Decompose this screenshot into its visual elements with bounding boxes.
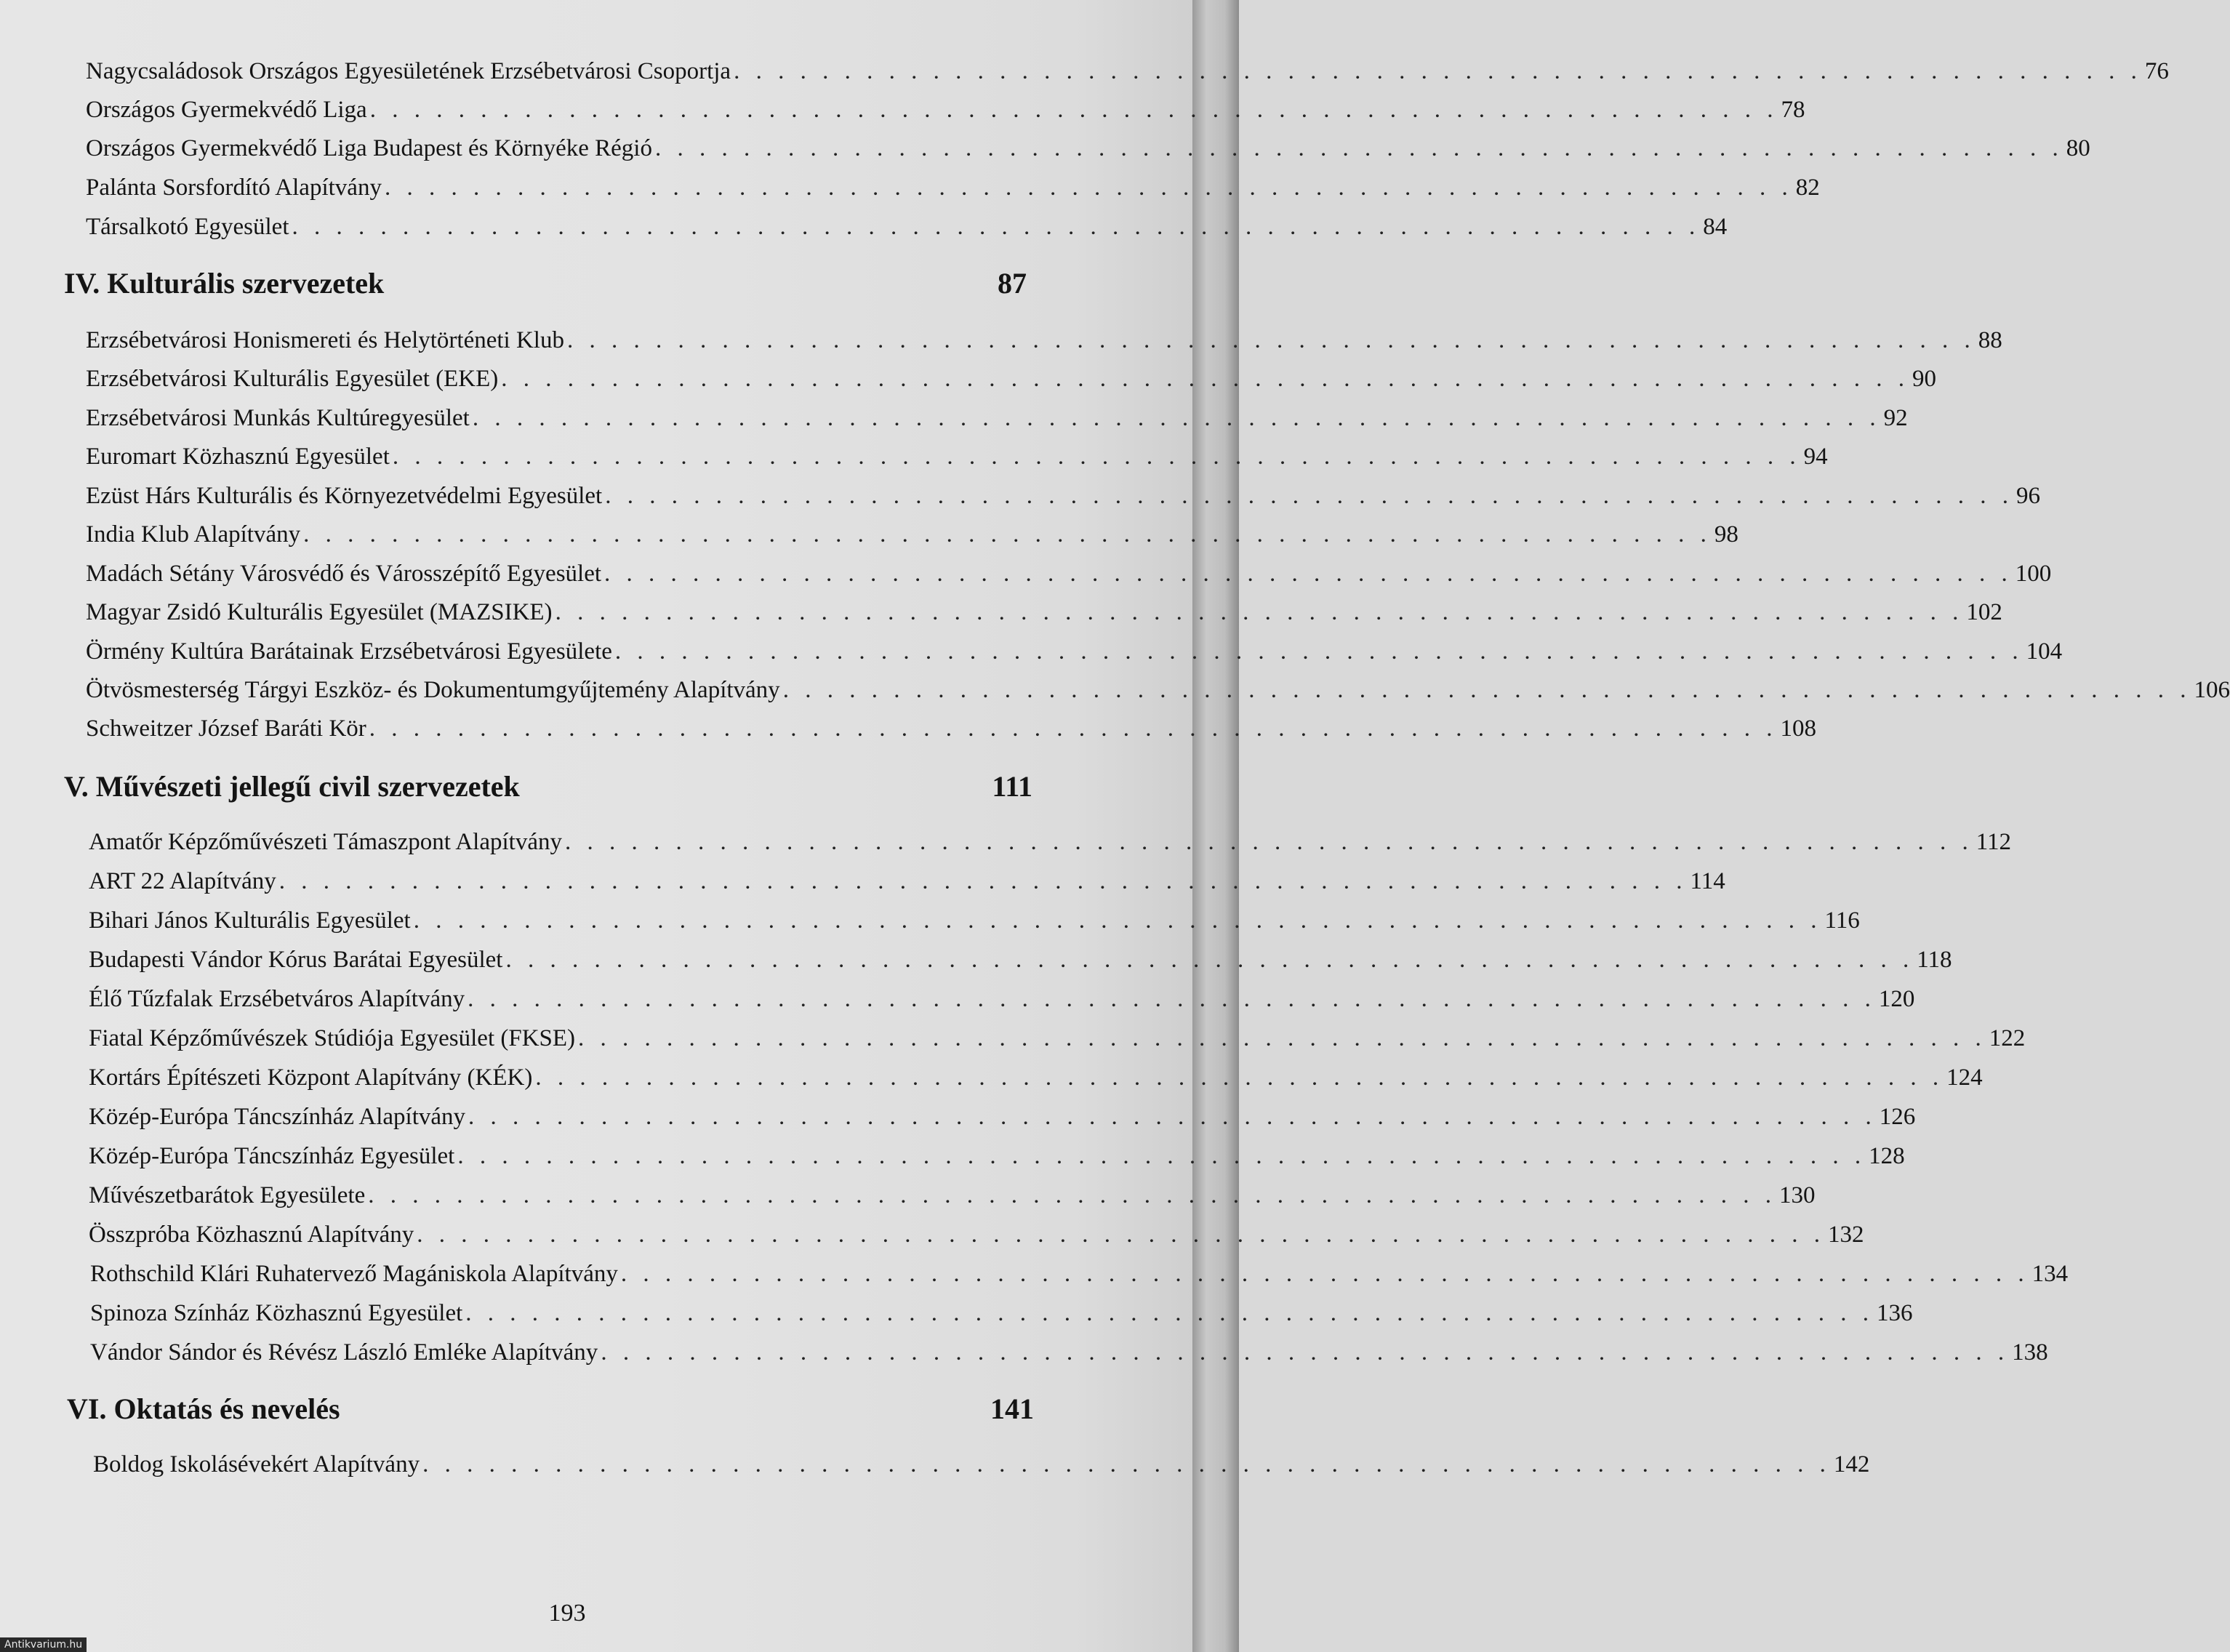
toc-entry [86, 638, 2063, 670]
toc-entry [86, 214, 1728, 246]
toc-entry-title: Erzsébetvárosi Honismereti és Helytörténeti Klub [86, 327, 564, 353]
toc-entry-title: Örmény Kultúra Barátainak Erzsébetvárosi Egyesülete [86, 638, 612, 665]
toc-entry [86, 97, 1805, 129]
dot-leader: . . . . . . . . . . . . . . . . . . . . . . . . . . . . . . . . . . . . . . . . . . . . . . . . . . . . . . . . . . . . . . . . [620, 1261, 2029, 1287]
toc-entry [86, 483, 2040, 515]
toc-entry-title: Amatőr Képzőművészeti Támaszpont Alapítvány [89, 829, 562, 855]
toc-entry-page: 92 [1883, 405, 1908, 431]
toc-entry-title: Ezüst Hárs Kulturális és Környezetvédelmi Egyesület [86, 483, 603, 509]
dot-leader: . . . . . . . . . . . . . . . . . . . . . . . . . . . . . . . . . . . . . . . . . . . . . . . . . . . . . . . . . . . . . . . . [614, 638, 2024, 665]
toc-entry-title: Közép-Európa Táncszínház Egyesület [89, 1143, 455, 1169]
dot-leader: . . . . . . . . . . . . . . . . . . . . . . . . . . . . . . . . . . . . . . . . . . . . . . . . . . . . . . . . . . . . . . . . [654, 135, 2063, 161]
section-page: 111 [992, 770, 1032, 803]
toc-entry [86, 135, 2090, 167]
toc-entry-title: Ötvösmesterség Tárgyi Eszköz- és Dokumentumgyűjtemény Alapítvány [86, 677, 780, 703]
toc-entry-page: 118 [1917, 947, 1952, 973]
dot-leader: . . . . . . . . . . . . . . . . . . . . . . . . . . . . . . . . . . . . . . . . . . . . . . . . . . . . . . . . . . . . . . . . [782, 677, 2191, 703]
dot-leader: . . . . . . . . . . . . . . . . . . . . . . . . . . . . . . . . . . . . . . . . . . . . . . . . . . . . . . . . . . . . . . . . [734, 58, 2142, 84]
toc-entry-title: Erzsébetvárosi Kulturális Egyesület (EKE) [86, 366, 499, 392]
toc-entry [89, 1025, 2026, 1057]
dot-leader: . . . . . . . . . . . . . . . . . . . . . . . . . . . . . . . . . . . . . . . . . . . . . . . . . . . . . . . . . . . . . . . . [392, 444, 1801, 470]
toc-entry-title: Fiatal Képzőművészek Stúdiója Egyesület (FKSE) [89, 1025, 576, 1051]
toc-entry-title: Élő Tűzfalak Erzsébetváros Alapítvány [89, 986, 465, 1012]
dot-leader: . . . . . . . . . . . . . . . . . . . . . . . . . . . . . . . . . . . . . . . . . . . . . . . . . . . . . . . . . . . . . . . . [564, 829, 1973, 855]
toc-entry-page: 128 [1869, 1143, 1905, 1169]
toc-entry-title: Madách Sétány Városvédő és Városszépítő Egyesület [86, 561, 602, 587]
toc-entry-title: Spinoza Színház Közhasznú Egyesület [90, 1300, 463, 1326]
section-title: IV. Kulturális szervezetek [64, 267, 385, 300]
toc-entry [89, 1064, 1983, 1096]
dot-leader: . . . . . . . . . . . . . . . . . . . . . . . . . . . . . . . . . . . . . . . . . . . . . . . . . . . . . . . . . . . . . . . . [605, 483, 2013, 509]
toc-entry [86, 405, 1908, 437]
dot-leader: . . . . . . . . . . . . . . . . . . . . . . . . . . . . . . . . . . . . . . . . . . . . . . . . . . . . . . . . . . . . . . . . [413, 907, 1822, 934]
toc-entry [86, 175, 1820, 206]
toc-entry-page: 132 [1827, 1222, 1864, 1248]
toc-entry-page: 90 [1912, 366, 1936, 392]
toc-entry-title: Erzsébetvárosi Munkás Kultúregyesület [86, 405, 470, 431]
toc-entry-page: 120 [1878, 986, 1915, 1012]
toc-entry-title: Társalkotó Egyesület [86, 214, 289, 240]
toc-entry-page: 102 [1966, 599, 2002, 625]
toc-entry [86, 599, 2002, 631]
toc-entry [86, 521, 1738, 553]
dot-leader: . . . . . . . . . . . . . . . . . . . . . . . . . . . . . . . . . . . . . . . . . . . . . . . . . . . . . . . . . . . . . . . . [368, 1182, 1777, 1208]
toc-entry-page: 138 [2012, 1339, 2048, 1366]
toc-entry [89, 986, 1915, 1018]
toc-entry-title: Boldog Iskolásévekért Alapítvány [93, 1451, 420, 1477]
toc-entry [89, 868, 1725, 900]
toc-entry-title: Schweitzer József Baráti Kör [86, 715, 366, 742]
toc-entry-title: Vándor Sándor és Révész László Emléke Alapítvány [90, 1339, 598, 1366]
toc-entry-page: 126 [1879, 1104, 1916, 1130]
toc-entry [89, 829, 2011, 861]
toc-entry [89, 1104, 1916, 1136]
dot-leader: . . . . . . . . . . . . . . . . . . . . . . . . . . . . . . . . . . . . . . . . . . . . . . . . . . . . . . . . . . . . . . . . [601, 1339, 2010, 1366]
dot-leader: . . . . . . . . . . . . . . . . . . . . . . . . . . . . . . . . . . . . . . . . . . . . . . . . . . . . . . . . . . . . . . . . [292, 214, 1701, 240]
page-number: 193 [548, 1600, 586, 1627]
watermark: Antikvarium.hu [0, 1637, 87, 1652]
dot-leader: . . . . . . . . . . . . . . . . . . . . . . . . . . . . . . . . . . . . . . . . . . . . . . . . . . . . . . . . . . . . . . . . [578, 1025, 1986, 1051]
toc-entry-page: 104 [2026, 638, 2063, 665]
toc-entry-title: Budapesti Vándor Kórus Barátai Egyesület [89, 947, 503, 973]
toc-entry-page: 112 [1976, 829, 2011, 855]
toc-entry [90, 1339, 2048, 1371]
toc-entry-page: 122 [1989, 1025, 2026, 1051]
toc-entry-page: 94 [1803, 444, 1828, 470]
toc-entry-page: 108 [1780, 715, 1817, 742]
toc-entry-title: Euromart Közhasznú Egyesület [86, 444, 390, 470]
toc-entry [86, 715, 1817, 747]
toc-entry [89, 1182, 1816, 1214]
toc-entry-page: 142 [1833, 1451, 1870, 1477]
dot-leader: . . . . . . . . . . . . . . . . . . . . . . . . . . . . . . . . . . . . . . . . . . . . . . . . . . . . . . . . . . . . . . . . [278, 868, 1688, 894]
dot-leader: . . . . . . . . . . . . . . . . . . . . . . . . . . . . . . . . . . . . . . . . . . . . . . . . . . . . . . . . . . . . . . . . [468, 1104, 1877, 1130]
toc-entry-page: 82 [1795, 175, 1820, 201]
toc-entry [86, 677, 2230, 709]
section-heading [64, 769, 1032, 807]
toc-entry-page: 80 [2066, 135, 2090, 161]
toc-entry-page: 134 [2032, 1261, 2069, 1287]
dot-leader: . . . . . . . . . . . . . . . . . . . . . . . . . . . . . . . . . . . . . . . . . . . . . . . . . . . . . . . . . . . . . . . . [384, 175, 1793, 201]
dot-leader: . . . . . . . . . . . . . . . . . . . . . . . . . . . . . . . . . . . . . . . . . . . . . . . . . . . . . . . . . . . . . . . . [303, 521, 1712, 548]
toc-entry [86, 366, 1936, 398]
dot-leader: . . . . . . . . . . . . . . . . . . . . . . . . . . . . . . . . . . . . . . . . . . . . . . . . . . . . . . . . . . . . . . . . [369, 97, 1778, 123]
toc-entry [90, 1300, 1913, 1332]
toc-entry-page: 116 [1824, 907, 1860, 934]
toc-entry-page: 100 [2015, 561, 2052, 587]
toc-entry-page: 84 [1703, 214, 1728, 240]
dot-leader: . . . . . . . . . . . . . . . . . . . . . . . . . . . . . . . . . . . . . . . . . . . . . . . . . . . . . . . . . . . . . . . . [501, 366, 1909, 392]
page-edge [1192, 0, 1239, 1652]
toc-entry [89, 947, 1952, 979]
toc-entry-title: Közép-Európa Táncszínház Alapítvány [89, 1104, 466, 1130]
section-heading [67, 1392, 1034, 1430]
toc-entry-title: Összpróba Közhasznú Alapítvány [89, 1222, 414, 1248]
toc-entry [93, 1451, 1870, 1483]
toc-entry-page: 98 [1714, 521, 1738, 548]
toc-entry-page: 96 [2016, 483, 2040, 509]
section-heading [64, 266, 1027, 304]
toc-entry-title: Művészetbarátok Egyesülete [89, 1182, 366, 1208]
dot-leader: . . . . . . . . . . . . . . . . . . . . . . . . . . . . . . . . . . . . . . . . . . . . . . . . . . . . . . . . . . . . . . . . [465, 1300, 1874, 1326]
toc-entry-page: 88 [1978, 327, 2002, 353]
dot-leader: . . . . . . . . . . . . . . . . . . . . . . . . . . . . . . . . . . . . . . . . . . . . . . . . . . . . . . . . . . . . . . . . [457, 1143, 1866, 1169]
toc-entry [86, 561, 2052, 593]
dot-leader: . . . . . . . . . . . . . . . . . . . . . . . . . . . . . . . . . . . . . . . . . . . . . . . . . . . . . . . . . . . . . . . . [468, 986, 1876, 1012]
toc-entry [89, 1222, 1864, 1254]
toc-entry [86, 444, 1828, 476]
dot-leader: . . . . . . . . . . . . . . . . . . . . . . . . . . . . . . . . . . . . . . . . . . . . . . . . . . . . . . . . . . . . . . . . [555, 599, 1964, 625]
toc-entry [86, 58, 2169, 90]
dot-leader: . . . . . . . . . . . . . . . . . . . . . . . . . . . . . . . . . . . . . . . . . . . . . . . . . . . . . . . . . . . . . . . . [472, 405, 1881, 431]
section-page: 141 [990, 1392, 1034, 1425]
dot-leader: . . . . . . . . . . . . . . . . . . . . . . . . . . . . . . . . . . . . . . . . . . . . . . . . . . . . . . . . . . . . . . . . [535, 1064, 1944, 1091]
toc-entry-title: Bihari János Kulturális Egyesület [89, 907, 411, 934]
toc-entry-page: 130 [1779, 1182, 1816, 1208]
toc-entry [89, 907, 1860, 939]
toc-entry-title: Nagycsaládosok Országos Egyesületének Erzsébetvárosi Csoportja [86, 58, 731, 84]
toc-entry-title: Kortárs Építészeti Központ Alapítvány (KÉK) [89, 1064, 533, 1091]
dot-leader: . . . . . . . . . . . . . . . . . . . . . . . . . . . . . . . . . . . . . . . . . . . . . . . . . . . . . . . . . . . . . . . . [369, 715, 1778, 742]
dot-leader: . . . . . . . . . . . . . . . . . . . . . . . . . . . . . . . . . . . . . . . . . . . . . . . . . . . . . . . . . . . . . . . . [417, 1222, 1825, 1248]
section-page: 87 [998, 267, 1027, 300]
toc-entry-title: Palánta Sorsfordító Alapítvány [86, 175, 382, 201]
section-title: V. Művészeti jellegű civil szervezetek [64, 770, 520, 803]
toc-entry-title: India Klub Alapítvány [86, 521, 301, 548]
dot-leader: . . . . . . . . . . . . . . . . . . . . . . . . . . . . . . . . . . . . . . . . . . . . . . . . . . . . . . . . . . . . . . . . [505, 947, 1914, 973]
toc-entry-title: Rothschild Klári Ruhatervező Magániskola Alapítvány [90, 1261, 618, 1287]
toc-entry-title: Országos Gyermekvédő Liga Budapest és Környéke Régió [86, 135, 652, 161]
dot-leader: . . . . . . . . . . . . . . . . . . . . . . . . . . . . . . . . . . . . . . . . . . . . . . . . . . . . . . . . . . . . . . . . [566, 327, 1976, 353]
toc-entry-title: ART 22 Alapítvány [89, 868, 276, 894]
toc-entry-page: 124 [1946, 1064, 1983, 1091]
toc-entry-page: 136 [1877, 1300, 1913, 1326]
toc-entry-page: 114 [1690, 868, 1725, 894]
toc-entry-title: Országos Gyermekvédő Liga [86, 97, 367, 123]
toc-entry-page: 78 [1781, 97, 1805, 123]
dot-leader: . . . . . . . . . . . . . . . . . . . . . . . . . . . . . . . . . . . . . . . . . . . . . . . . . . . . . . . . . . . . . . . . [422, 1451, 1831, 1477]
toc-entry [89, 1143, 1905, 1175]
toc-entry [86, 327, 2002, 359]
dot-leader: . . . . . . . . . . . . . . . . . . . . . . . . . . . . . . . . . . . . . . . . . . . . . . . . . . . . . . . . . . . . . . . . [604, 561, 2013, 587]
toc-entry-title: Magyar Zsidó Kulturális Egyesület (MAZSIKE) [86, 599, 553, 625]
toc-entry-page: 106 [2194, 677, 2230, 703]
section-title: VI. Oktatás és nevelés [67, 1392, 340, 1425]
toc-entry [90, 1261, 2069, 1293]
toc-entry-page: 76 [2144, 58, 2169, 84]
